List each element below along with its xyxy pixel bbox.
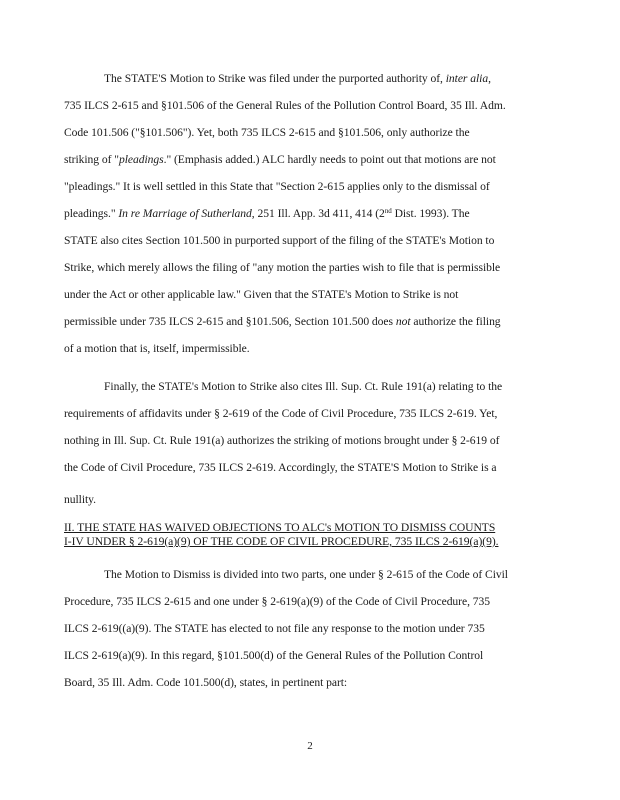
text-line: STATE also cites Section 101.500 in purported support of the filing of the STATE's Motion to bbox=[64, 234, 495, 247]
text-line: nullity. bbox=[64, 493, 97, 506]
text-line: 735 ILCS 2-615 and §101.506 of the General Rules of the Pollution Control Board, 35 Ill. Adm. bbox=[64, 99, 506, 112]
text-line: Finally, the STATE's Motion to Strike also cites Ill. Sup. Ct. Rule 191(a) relating to the bbox=[104, 380, 503, 393]
text-line bbox=[64, 153, 496, 167]
text-line bbox=[64, 315, 501, 329]
text-line: requirements of affidavits under § 2-619 of the Code of Civil Procedure, 735 ILCS 2-619. Yet, bbox=[64, 407, 498, 420]
text-line bbox=[64, 207, 470, 221]
heading-line: I-IV UNDER § 2-619(a)(9) OF THE CODE OF CIVIL PROCEDURE, 735 ILCS 2-619(a)(9). bbox=[64, 535, 499, 548]
text-line: of a motion that is, itself, impermissible. bbox=[64, 342, 250, 355]
italic-text: not bbox=[395, 315, 411, 328]
text-line: Board, 35 Ill. Adm. Code 101.500(d), states, in pertinent part: bbox=[64, 676, 348, 689]
text-line: The Motion to Dismiss is divided into two parts, one under § 2-615 of the Code of Civil bbox=[104, 568, 508, 581]
text-line: "pleadings." It is well settled in this State that "Section 2-615 applies only to the dismissal of bbox=[64, 180, 490, 193]
text-run: , bbox=[488, 72, 491, 85]
text-line: Code 101.506 ("§101.506"). Yet, both 735 ILCS 2-615 and §101.506, only authorize the bbox=[64, 126, 470, 139]
text-line: Procedure, 735 ILCS 2-615 and one under § 2-619(a)(9) of the Code of Civil Procedure, 735 bbox=[64, 595, 491, 608]
text-run: permissible under 735 ILCS 2-615 and §101.506, Section 101.500 does bbox=[64, 315, 396, 328]
text-run: The STATE'S Motion to Strike was filed under the purported authority of, bbox=[104, 72, 446, 85]
text-run: authorize the filing bbox=[410, 315, 501, 328]
text-line: nothing in Ill. Sup. Ct. Rule 191(a) authorizes the striking of motions brought under § 2-619 of bbox=[64, 434, 500, 447]
text-line: under the Act or other applicable law." Given that the STATE's Motion to Strike is not bbox=[64, 288, 459, 301]
italic-text: pleadings bbox=[118, 153, 164, 166]
italic-text: inter alia bbox=[445, 72, 489, 85]
text-run: striking of " bbox=[64, 153, 119, 166]
superscript: nd bbox=[384, 207, 392, 215]
heading-line: II. THE STATE HAS WAIVED OBJECTIONS TO ALC's MOTION TO DISMISS COUNTS bbox=[64, 521, 496, 534]
text-line: ILCS 2-619(a)(9). In this regard, §101.500(d) of the General Rules of the Pollution Control bbox=[64, 649, 484, 662]
text-line: ILCS 2-619((a)(9). The STATE has elected to not file any response to the motion under 735 bbox=[64, 622, 485, 635]
text-line bbox=[104, 72, 491, 86]
case-citation: In re Marriage of Sutherland bbox=[118, 207, 252, 220]
text-line: Strike, which merely allows the filing of "any motion the parties wish to file that is permissible bbox=[64, 261, 501, 274]
text-run: , 251 Ill. App. 3d 411, 414 (2 bbox=[251, 207, 385, 220]
page-number: 2 bbox=[307, 740, 313, 752]
text-run: Dist. 1993). The bbox=[391, 207, 470, 220]
text-line: the Code of Civil Procedure, 735 ILCS 2-619. Accordingly, the STATE'S Motion to Strike is a bbox=[64, 461, 497, 474]
text-run: pleadings." bbox=[64, 207, 119, 220]
text-run: ." (Emphasis added.) ALC hardly needs to point out that motions are not bbox=[163, 153, 496, 166]
